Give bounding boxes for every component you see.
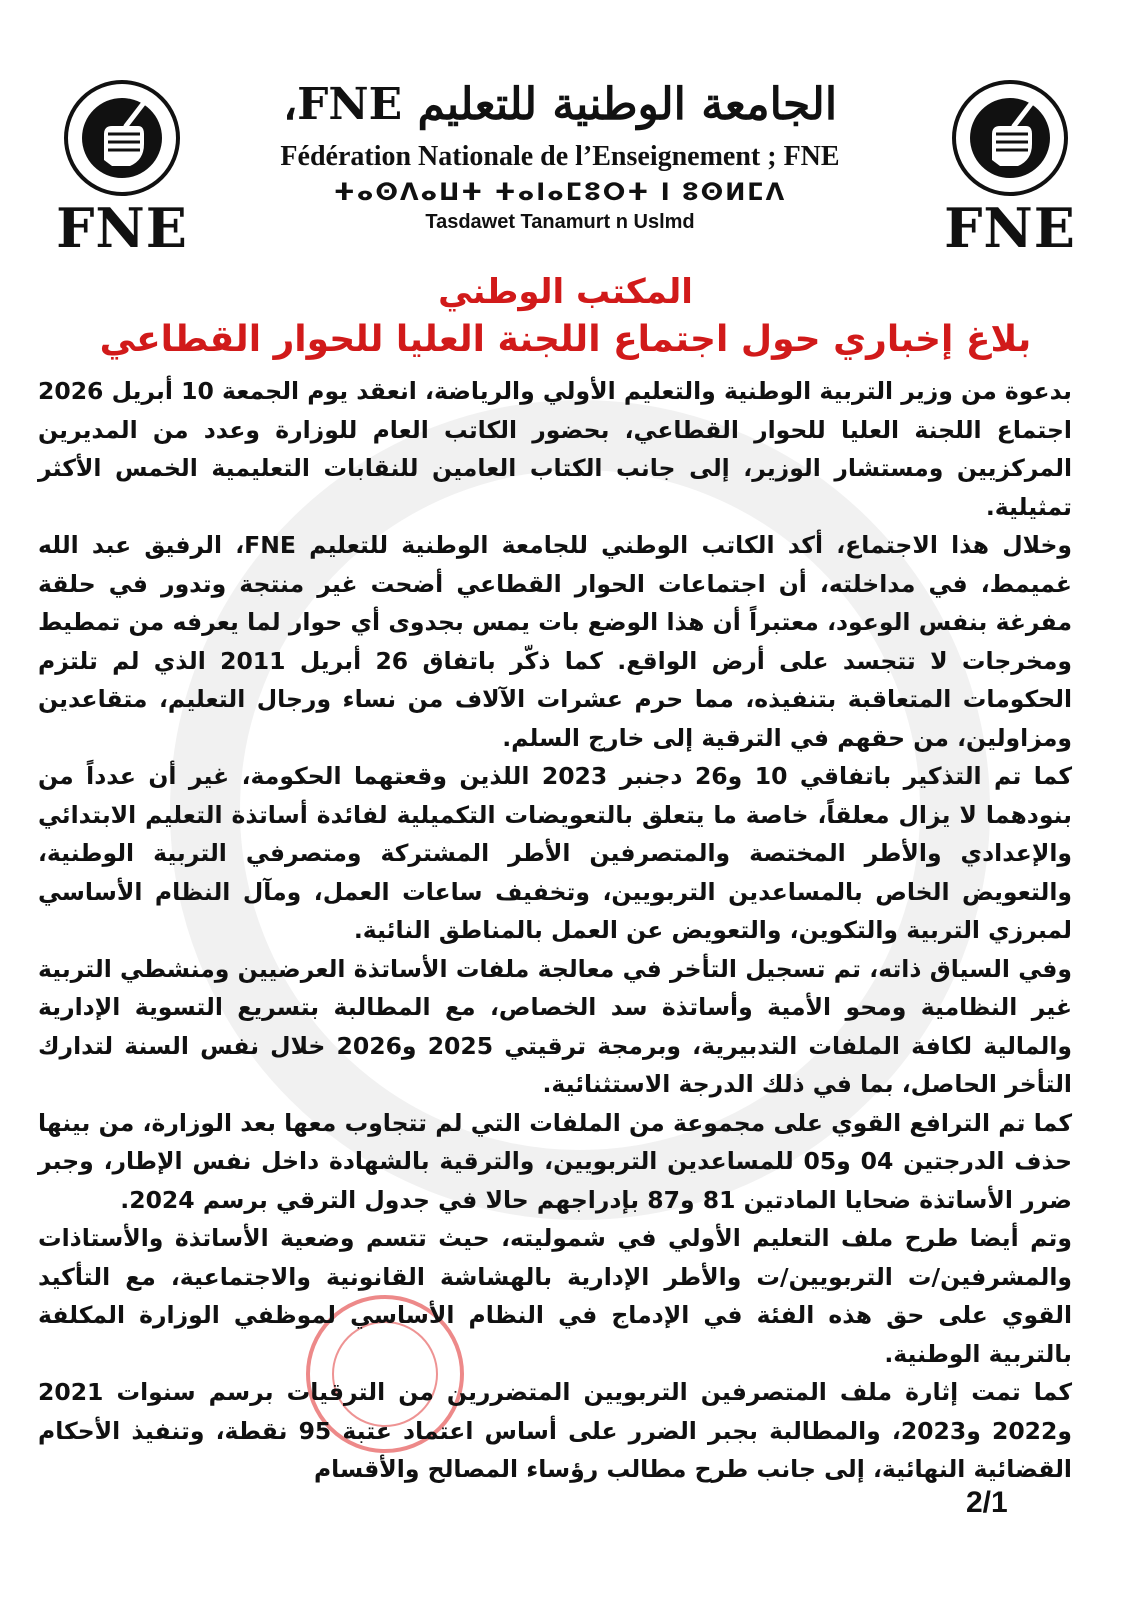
paragraph: بدعوة من وزير التربية الوطنية والتعليم الأولي والرياضة، انعقد يوم الجمعة 10 أبريل 2026 اجتماع اللجنة العليا للحوار القطاعي، بحضور الكاتب العام للوزارة وعدد من المديرين المركزيين ومستشار الوزير، إلى جانب الكتاب العامين للنقابات التعليمية الخمس الأكثر تمثيلية.	[38, 377, 1072, 521]
paragraph: وفي السياق ذاته، تم تسجيل التأخر في معالجة ملفات الأساتذة العرضيين ومنشطي التربية غير النظامية ومحو الأمية وأساتذة سد الخصاص، مع المطالبة بتسريع التسوية الإدارية والمالية لكافة الملفات التدبيرية، وبرمجة ترقيتي 2025 و2026 خلال نفس السنة لتدارك التأخر الحاصل، بما في ذلك الدرجة الاستثنائية.	[38, 954, 1072, 1098]
page-number: 2/1	[966, 1486, 1008, 1519]
logo-text: FNE	[56, 196, 188, 260]
communique-subject: بلاغ إخباري حول اجتماع اللجنة العليا للحوار القطاعي	[99, 319, 1032, 360]
paragraph: وتم أيضا طرح ملف التعليم الأولي في شموليته، حيث تتسم وضعية الأساتذة والأستاذات والمشرفين/ت التربويين/ت والأطر الإدارية بالهشاشة القانونية والاجتماعية، مع التأكيد القوي على حق هذه الفئة في الإدماج في النظام الأساسي لموظفي الوزارة المكلفة بالتربية الوطنية.	[38, 1224, 1072, 1368]
organization-name-french: Fédération Nationale de l’Enseignement ; FNE	[280, 141, 840, 172]
communique-body	[38, 372, 1072, 1489]
organization-name-tifinagh: ⵜⴰⵙⴷⴰⵡⵜ ⵜⴰⵏⴰⵎⵓⵔⵜ ⵏ ⵓⵙⵍⵎⴷ	[333, 178, 787, 206]
document-title-block	[0, 270, 1131, 366]
paragraph: وخلال هذا الاجتماع، أكد الكاتب الوطني للجامعة الوطنية للتعليم FNE، الرفيق عبد الله غميمط، في مداخلته، أن اجتماعات الحوار القطاعي أضحت غير منتجة وتدور في حلقة مفرغة بنفس الوعود، معتبراً أن هذا الوضع بات يمس بجدوى أي حوار لما يعرفه من تمطيط ومخرجات لا تتجسد على أرض الواقع. كما ذكّر باتفاق 26 أبريل 2011 الذي لم تلتزم الحكومات المتعاقبة بتنفيذه، مما حرم عشرات الآلاف من نساء ورجال التعليم، متقاعدين ومزاولين، من حقهم في الترقية إلى خارج السلم.	[38, 531, 1072, 752]
logo-text: FNE	[944, 196, 1076, 260]
fist-emblem-icon	[42, 78, 202, 198]
paragraph: كما تمت إثارة ملف المتصرفين التربويين المتضررين من الترقيات برسم سنوات 2021 و2022 و2023، والمطالبة بجبر الضرر على أساس اعتماد عتبة 95 نقطة، وتنفيذ الأحكام القضائية النهائية، إلى جانب طرح مطالب رؤساء المصالح والأقسام	[38, 1378, 1072, 1483]
paragraph: كما تم الترافع القوي على مجموعة من الملفات التي لم تتجاوب معها بعد الوزارة، من بينها حذف الدرجتين 04 و05 للمساعدين التربويين، والترقية بالشهادة داخل نفس الإطار، وجبر ضرر الأساتذة ضحايا المادتين 81 و87 بإدراجهم حالا في جدول الترقي برسم 2024.	[38, 1108, 1073, 1214]
office-title: المكتب الوطني	[438, 272, 693, 312]
letterhead	[0, 0, 1131, 270]
fne-logo-right	[930, 78, 1090, 258]
fne-logo-left	[42, 78, 202, 258]
organization-name-block	[210, 75, 910, 235]
organization-name-arabic: الجامعة الوطنية للتعليم FNE،	[282, 79, 838, 130]
organization-name-latin: Tasdawet Tanamurt n Uslmd	[425, 211, 695, 233]
fist-emblem-icon	[930, 78, 1090, 198]
paragraph: كما تم التذكير باتفاقي 10 و26 دجنبر 2023 اللذين وقعتهما الحكومة، غير أن عدداً من بنودهما لا يزال معلقاً، خاصة ما يتعلق بالتعويضات التكميلية لفائدة أساتذة التعليم الابتدائي والإعدادي والأطر المختصة والمتصرفين الأطر المشتركة ومتصرفي التربية الوطنية، والتعويض الخاص بالمساعدين التربويين، وتخفيف ساعات العمل، ومآل النظام الأساسي لمبرزي التربية والتكوين، والتعويض عن العمل بالمناطق النائية.	[38, 762, 1072, 944]
